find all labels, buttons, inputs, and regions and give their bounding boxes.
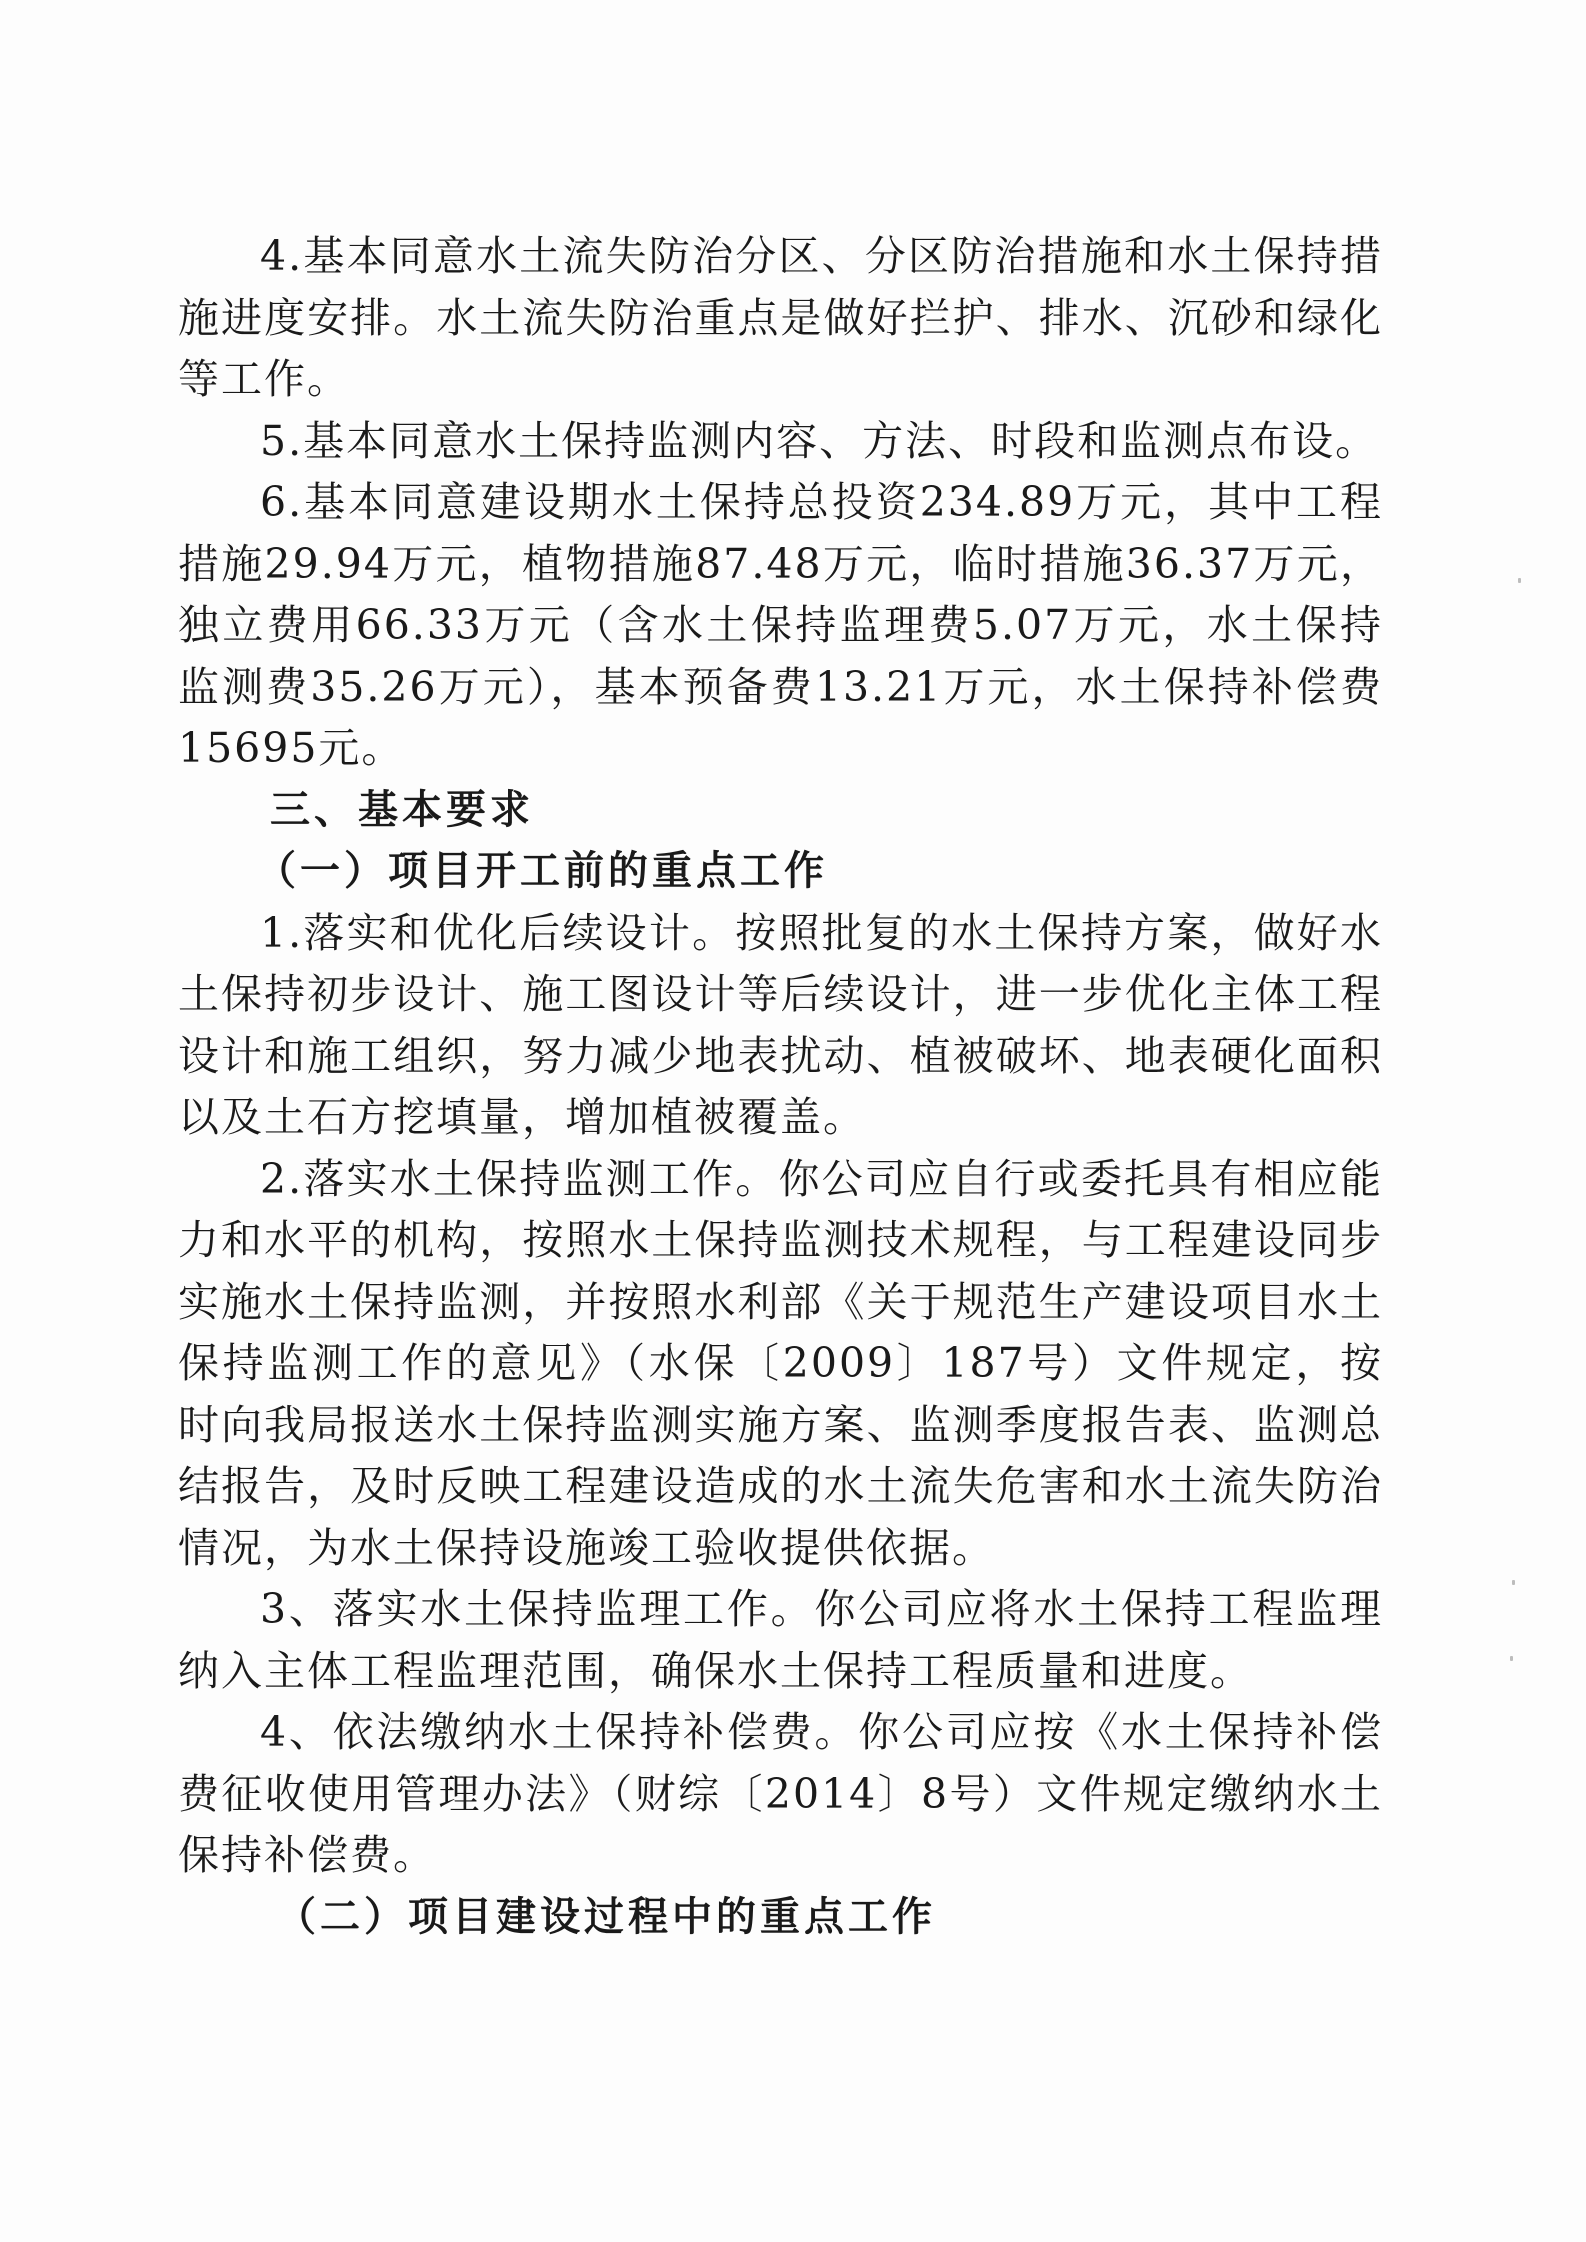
scan-speck <box>1512 1580 1515 1585</box>
paragraph-item-5: 5.基本同意水土保持监测内容、方法、时段和监测点布设。 <box>260 416 1379 465</box>
scan-speck <box>1518 578 1521 583</box>
paragraph-item-6-investment: 6.基本同意建设期水土保持总投资234.89万元，其中工程措施29.94万元，植物措施87.48万元，临时措施36.37万元，独立费用66.33万元（含水土保持监理费5.07万元，水土保持监测费35.26万元），基本预备费13.21万元，水土保持补偿费15695元。 <box>178 478 1383 772</box>
subsection-heading-during-construction: （二）项目建设过程中的重点工作 <box>276 1893 936 1940</box>
paragraph-supervision: 3、落实水土保持监理工作。你公司应将水土保持工程监理纳入主体工程监理范围，确保水土保持工程质量和进度。 <box>178 1585 1383 1695</box>
subsection-heading-pre-construction: （一）项目开工前的重点工作 <box>256 848 828 894</box>
paragraph-design: 1.落实和优化后续设计。按照批复的水土保持方案，做好水土保持初步设计、施工图设计等后续设计，进一步优化主体工程设计和施工组织，努力减少地表扰动、植被破坏、地表硬化面积以及土石方挖填量，增加植被覆盖。 <box>178 908 1383 1141</box>
paragraph-item-4: 4.基本同意水土流失防治分区、分区防治措施和水土保持措施进度安排。水土流失防治重点是做好拦护、排水、沉砂和绿化等工作。 <box>178 232 1383 403</box>
scan-speck <box>1510 1656 1513 1661</box>
document-body <box>178 226 1383 1948</box>
section-heading-basic-requirements: 三、基本要求 <box>270 786 534 833</box>
paragraph-compensation-fee: 4、依法缴纳水土保持补偿费。你公司应按《水土保持补偿费征收使用管理办法》（财综〔2014〕8号）文件规定缴纳水土保持补偿费。 <box>178 1708 1383 1879</box>
paragraph-monitoring: 2.落实水土保持监测工作。你公司应自行或委托具有相应能力和水平的机构，按照水土保持监测技术规程，与工程建设同步实施水土保持监测，并按照水利部《关于规范生产建设项目水土保持监测工作的意见》（水保〔2009〕187号）文件规定，按时向我局报送水土保持监测实施方案、监测季度报告表、监测总结报告，及时反映工程建设造成的水土流失危害和水土流失防治情况，为水土保持设施竣工验收提供依据。 <box>178 1154 1383 1572</box>
